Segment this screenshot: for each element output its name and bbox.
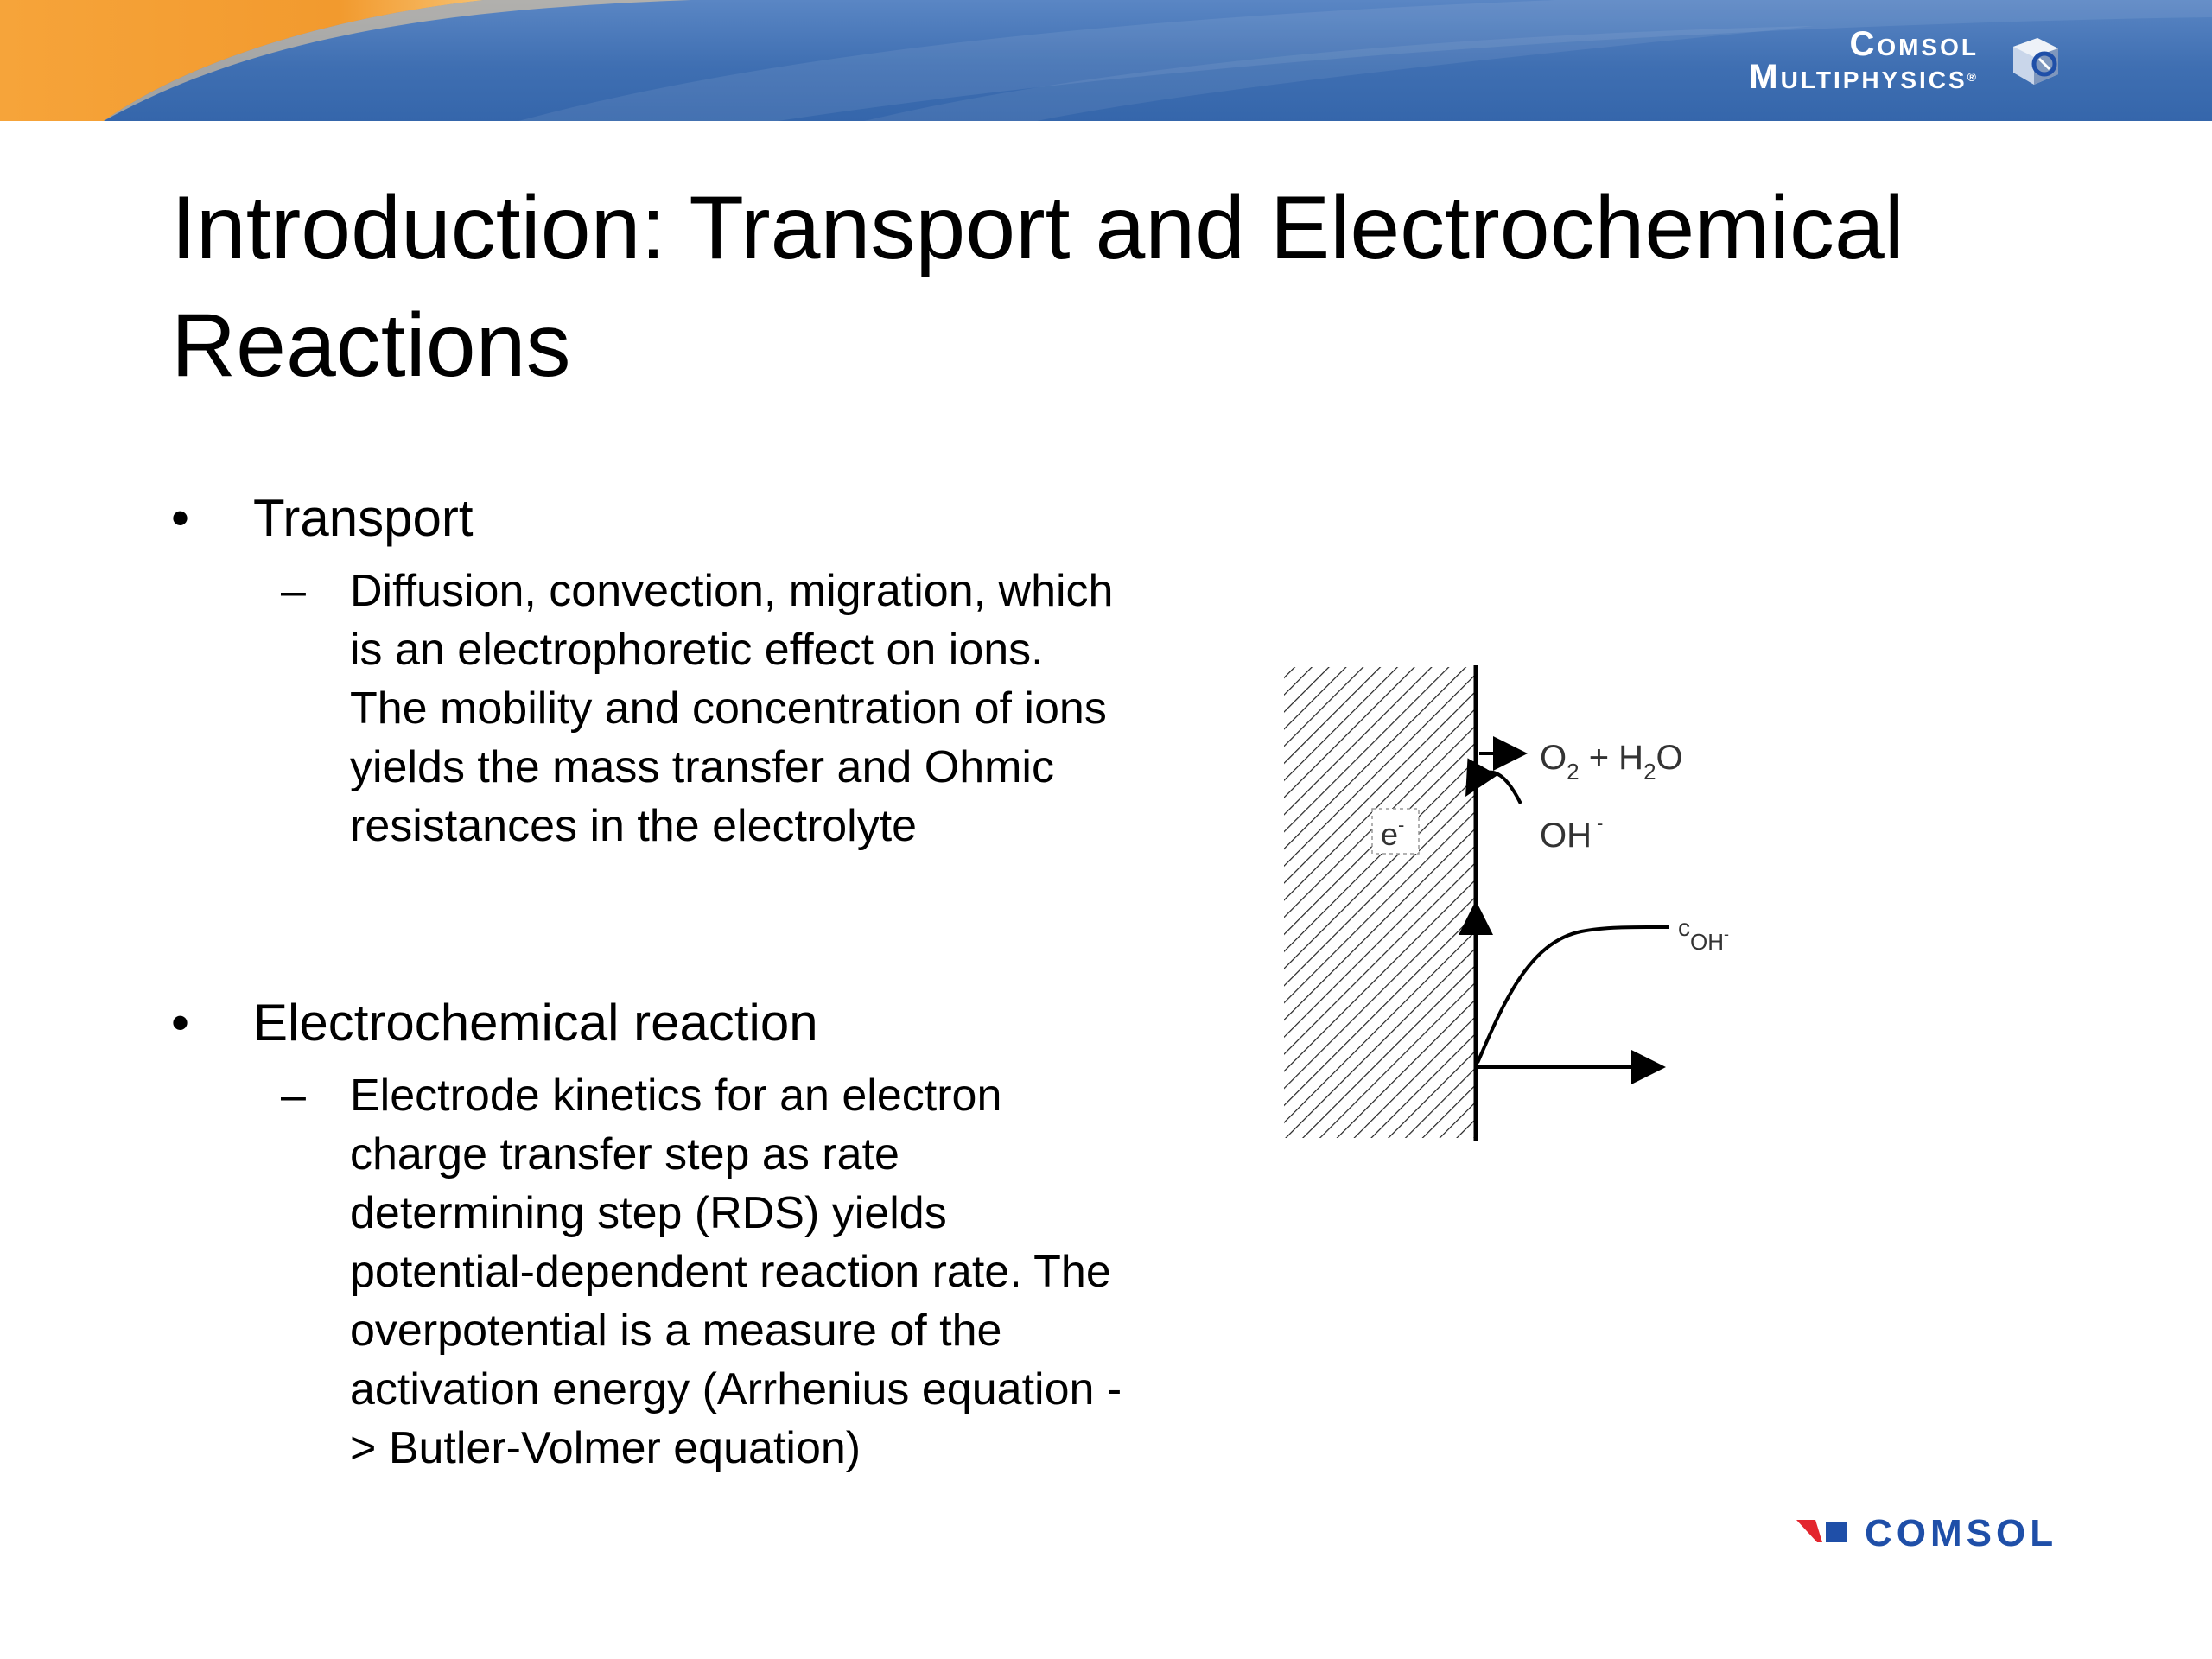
concentration-label (1678, 914, 1729, 955)
oxygen-subscript: 2 (1567, 759, 1580, 785)
header-banner (0, 0, 2212, 121)
registered-mark: ® (1967, 70, 1979, 84)
comsol-cube-icon (2005, 29, 2065, 90)
bullet-symbol: • (171, 994, 190, 1052)
hydroxide-charge: - (1597, 812, 1604, 834)
footer-logo-text: COMSOL (1865, 1512, 2058, 1554)
dash-symbol: – (281, 566, 306, 616)
concentration-symbol: c (1678, 914, 1690, 941)
electron-charge: - (1398, 814, 1405, 836)
electrode-diagram (1270, 657, 1754, 1158)
products-label (1540, 739, 1683, 785)
concentration-profile-curve (1478, 927, 1669, 1063)
hydrogen-subscript: 2 (1643, 759, 1656, 785)
bullet-label: Transport (253, 489, 474, 547)
concentration-subscript: OH (1690, 929, 1724, 955)
bullet-label: Electrochemical reaction (253, 994, 818, 1052)
bullet-symbol: • (171, 489, 190, 547)
page-title: Introduction: Transport and Electrochemical Reactions (171, 178, 1904, 396)
electron-symbol: e (1381, 817, 1399, 852)
concentration-charge: - (1724, 925, 1729, 943)
plus-hydrogen: + H (1579, 739, 1644, 777)
electrode-hatch (1284, 667, 1476, 1138)
dash-symbol: – (281, 1071, 306, 1121)
sub-bullet-text: Electrode kinetics for an electron charge transfer step as rate determining step (RDS) yields potential-dependent reaction rate. The overpotential is a measure of the activation energy (Arrhenius equation -> Butler-Volmer equation) (350, 1071, 1122, 1473)
brand-line-2-text: Multiphysics (1749, 58, 1967, 96)
sub-bullet-text: Diffusion, convection, migration, which is an electrophoretic effect on ions. The mobility and concentration of ions yields the mass transfer and Ohmic resistances in the electrolyte (350, 566, 1114, 851)
brand-line-1: Comsol (1849, 25, 1979, 63)
brand-wordmark (1749, 25, 1979, 96)
hydroxide-symbol: OH (1540, 817, 1592, 855)
brand-line-2 (1749, 58, 1979, 96)
water-oxygen: O (1656, 739, 1683, 777)
comsol-footer-mark-icon (1793, 1516, 1862, 1548)
oxygen-symbol: O (1540, 739, 1567, 777)
hydroxide-label (1540, 812, 1603, 855)
